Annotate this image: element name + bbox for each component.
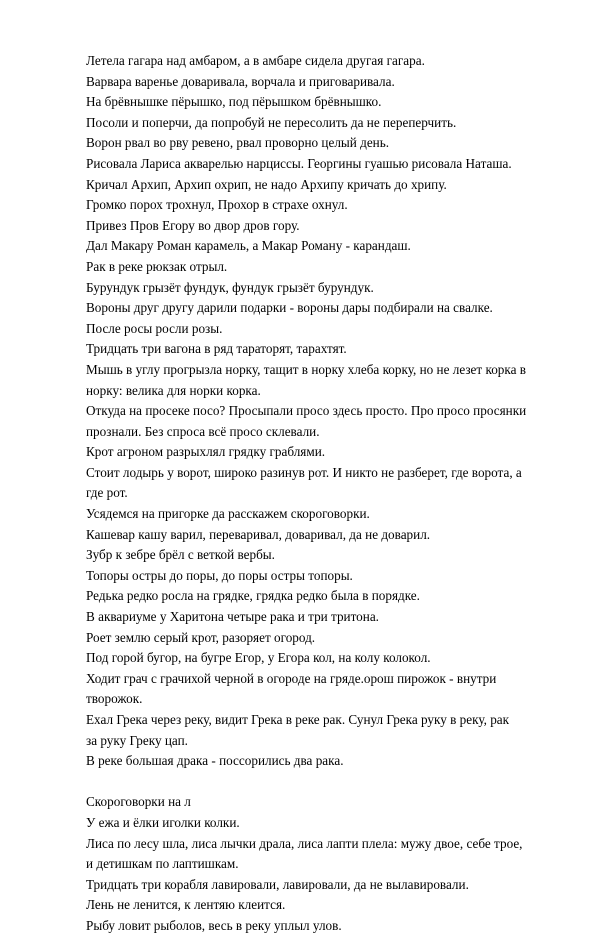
text-line: Откуда на просеке посо? Просыпали просо здесь просто. Про просо просянки: [86, 403, 527, 419]
section-heading: Скороговорки на л: [86, 794, 191, 810]
text-line: Привез Пров Егору во двор дров гору.: [86, 217, 300, 233]
text-line: Топоры остры до поры, до поры остры топоры.: [86, 567, 353, 583]
text-line: В аквариуме у Харитона четыре рака и три тритона.: [86, 609, 379, 625]
text-line: где рот.: [86, 485, 128, 501]
text-line: творожок.: [86, 691, 143, 707]
text-line: прознали. Без спроса всё просо склевали.: [86, 423, 320, 439]
blank-line: [86, 772, 564, 793]
text-line: Рак в реке рюкзак отрыл.: [86, 258, 228, 274]
text-line: После росы росли розы.: [86, 320, 223, 336]
text-line: Бурундук грызёт фундук, фундук грызёт бурундук.: [86, 279, 374, 295]
text-line: У ежа и ёлки иголки колки.: [86, 814, 240, 830]
text-line: Лень не ленится, к лентяю клеится.: [86, 897, 286, 913]
text-line: Ехал Грека через реку, видит Грека в реке рак. Сунул Грека руку в реку, рак: [86, 712, 510, 727]
text-line: Громко порох трохнул, Прохор в страхе охнул.: [86, 197, 348, 213]
text-line: Стоит лодырь у ворот, широко разинув рот. И никто не разберет, где ворота, а: [86, 464, 522, 480]
tongue-twister-text: [86, 51, 564, 937]
text-line: Ворон рвал во рву ревено, рвал проворно целый день.: [86, 135, 390, 151]
text-line: Мышь в углу прогрызла норку, тащит в норку хлеба корку, но не лезет корка в: [86, 361, 526, 377]
text-line: Под горой бугор, на бугре Егор, у Егора кол, на колу колокол.: [86, 650, 431, 666]
text-line: Дал Макару Роман карамель, а Макар Роману - карандаш.: [86, 238, 411, 254]
text-line: Вороны друг другу дарили подарки - вороны дары подбирали на свалке.: [86, 300, 493, 316]
text-line: норку: велика для норки корка.: [86, 382, 261, 398]
text-line: Тридцать три вагона в ряд тараторят, тарахтят.: [86, 341, 347, 357]
text-line: Рисовала Лариса акварелью нарциссы. Георгины гуашью рисовала Наташа.: [86, 155, 512, 171]
text-line: Рыбу ловит рыболов, весь в реку уплыл улов.: [86, 917, 342, 933]
text-line: Усядемся на пригорке да расскажем скороговорки.: [86, 506, 370, 522]
text-line: за руку Греку цап.: [86, 732, 188, 748]
text-line: На брёвнышке пёрышко, под пёрышком брёвнышко.: [86, 94, 382, 110]
text-line: Ходит грач с грачихой черной в огороде на гряде.орош пирожок - внутри: [86, 670, 497, 686]
text-line: Крот агроном разрыхлял грядку граблями.: [86, 444, 326, 460]
text-line: Варвара варенье доваривала, ворчала и приговаривала.: [86, 73, 395, 89]
text-line: Летела гагара над амбаром, а в амбаре сидела другая гагара.: [86, 53, 425, 68]
text-line: Тридцать три корабля лавировали, лавировали, да не вылавировали.: [86, 876, 469, 892]
text-line: Кричал Архип, Архип охрип, не надо Архипу кричать до хрипу.: [86, 176, 447, 192]
text-line: Редька редко росла на грядке, грядка редко была в порядке.: [86, 588, 420, 604]
text-line: Зубр к зебре брёл с веткой вербы.: [86, 547, 275, 563]
text-line: и детишкам по лаптишкам.: [86, 856, 239, 872]
text-line: Посоли и поперчи, да попробуй не пересолить да не переперчить.: [86, 114, 457, 130]
text-line: Роет землю серый крот, разоряет огород.: [86, 629, 316, 645]
text-line: Лиса по лесу шла, лиса лычки драла, лиса лапти плела: мужу двое, себе трое,: [86, 835, 523, 851]
text-line: Кашевар кашу варил, переваривал, доваривал, да не доварил.: [86, 526, 431, 542]
text-line: В реке большая драка - поссорились два рака.: [86, 753, 344, 769]
